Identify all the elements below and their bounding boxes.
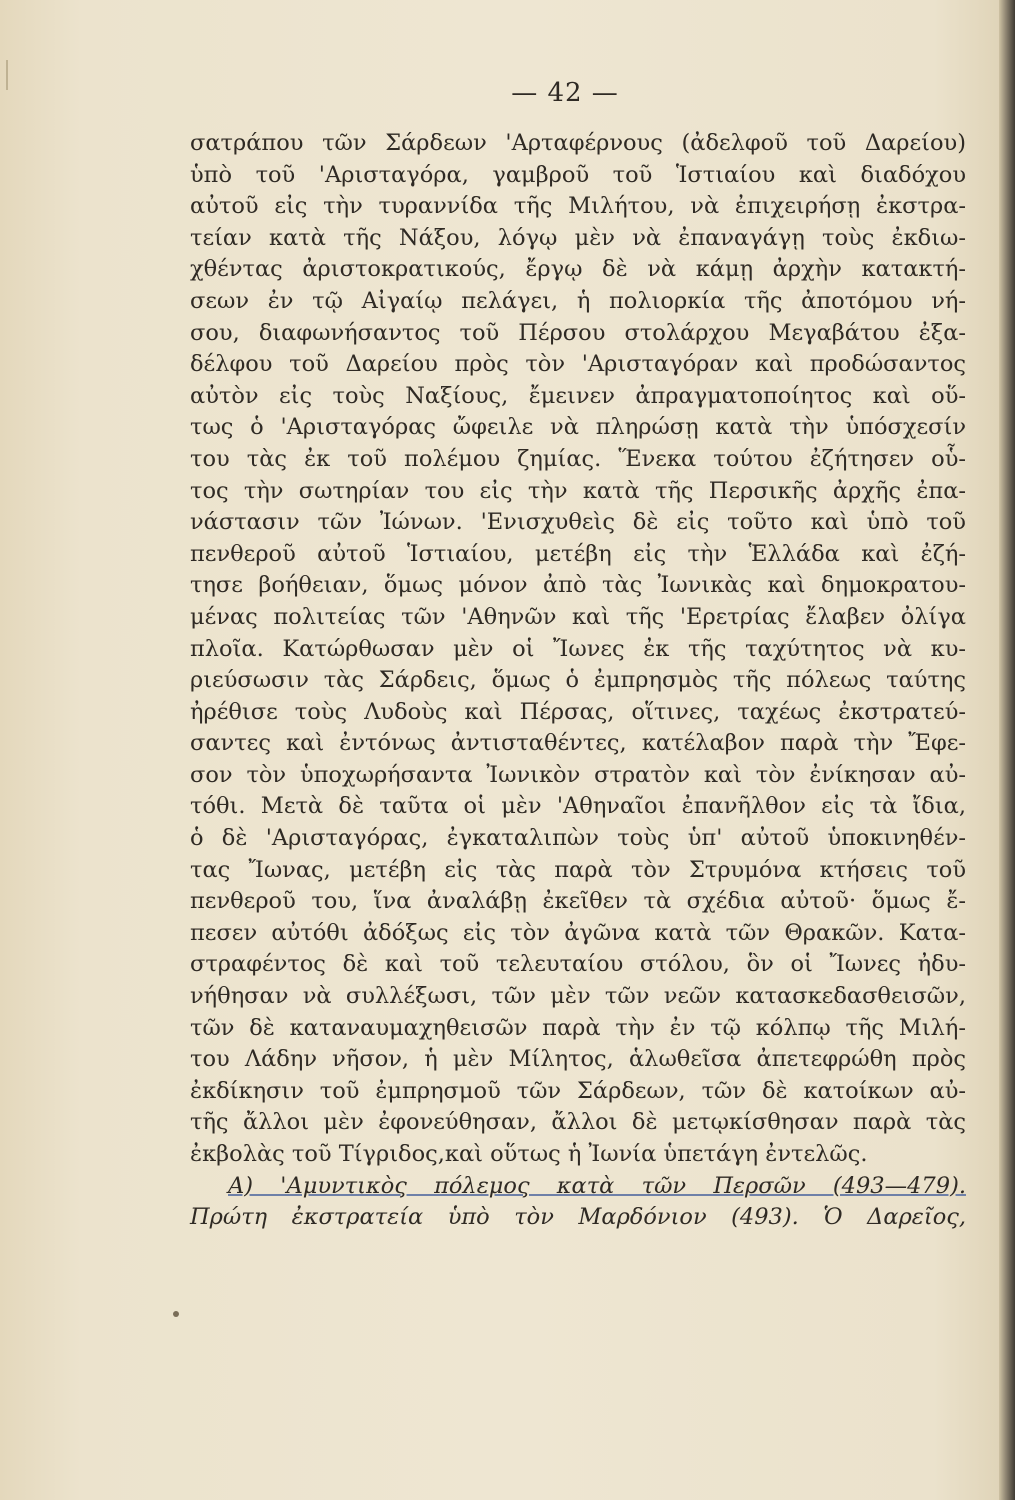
text-line: σεων ἐν τῷ Αἰγαίῳ πελάγει, ἡ πολιορκία τῆς ἀποτόμου νή- <box>190 287 966 314</box>
page-number: — 42 — <box>511 78 619 108</box>
margin-dot <box>173 1311 179 1317</box>
text-line: του Λάδην νῆσον, ἡ μὲν Μίλητος, ἁλωθεῖσα ἀπετεφρώθη πρὸς <box>190 1046 966 1073</box>
text-line: πλοῖα. Κατώρθωσαν μὲν οἱ Ἴωνες ἐκ τῆς ταχύτητος νὰ κυ- <box>190 635 966 662</box>
text-line: τόθι. Μετὰ δὲ ταῦτα οἱ μὲν 'Αθηναῖοι ἐπανῆλθον εἰς τὰ ἴδια, <box>190 793 966 820</box>
text-line: πεσεν αὐτόθι ἀδόξως εἰς τὸν ἀγῶνα κατὰ τῶν Θρακῶν. Κατα- <box>190 919 966 946</box>
text-line: σαντες καὶ ἐντόνως ἀντισταθέντες, κατέλαβον παρὰ τὴν Ἔφε- <box>190 730 966 757</box>
text-line: τησε βοήθειαν, ὅμως μόνον ἀπὸ τὰς Ἰωνικὰς καὶ δημοκρατου- <box>190 572 966 599</box>
section-heading: Α) 'Αμυντικὸς πόλεμος κατὰ τῶν Περσῶν (493—479). <box>228 1172 966 1199</box>
subsection-heading: Πρώτη ἐκστρατεία ὑπὸ τὸν Μαρδόνιον (493). Ὁ Δαρεῖος, <box>190 1204 966 1231</box>
text-line: ὁ δὲ 'Αρισταγόρας, ἐγκαταλιπὼν τοὺς ὑπ' αὐτοῦ ὑποκινηθέν- <box>190 825 966 852</box>
text-line: τείαν κατὰ τῆς Νάξου, λόγῳ μὲν νὰ ἐπαναγάγῃ τοὺς ἐκδιω- <box>190 224 966 251</box>
text-line: σατράπου τῶν Σάρδεων 'Αρταφέρνους (ἀδελφοῦ τοῦ Δαρείου) <box>190 130 966 156</box>
text-line: τως ὁ 'Αρισταγόρας ὤφειλε νὰ πληρώσῃ κατὰ τὴν ὑπόσχεσίν <box>190 414 966 441</box>
text-line: χθέντας ἀριστοκρατικούς, ἔργῳ δὲ νὰ κάμῃ ἀρχὴν κατακτή- <box>190 256 966 283</box>
body-text <box>190 128 966 1234</box>
text-line: δέλφου τοῦ Δαρείου πρὸς τὸν 'Αρισταγόραν καὶ προδώσαντος <box>190 351 966 378</box>
text-line: πενθεροῦ αὐτοῦ Ἱστιαίου, μετέβη εἰς τὴν Ἑλλάδα καὶ ἐζή- <box>190 540 966 567</box>
text-line: νάστασιν τῶν Ἰώνων. 'Ενισχυθεὶς δὲ εἰς τοῦτο καὶ ὑπὸ τοῦ <box>190 509 966 536</box>
text-line: στραφέντος δὲ καὶ τοῦ τελευταίου στόλου, ὃν οἱ Ἴωνες ἠδυ- <box>190 951 966 978</box>
text-line: τῆς ἄλλοι μὲν ἐφονεύθησαν, ἄλλοι δὲ μετῳκίσθησαν παρὰ τὰς <box>190 1109 966 1136</box>
text-line: πενθεροῦ του, ἵνα ἀναλάβῃ ἐκεῖθεν τὰ σχέδια αὐτοῦ· ὅμως ἔ- <box>190 888 966 915</box>
page-binding-edge <box>999 0 1015 1500</box>
text-line: τας Ἴωνας, μετέβη εἰς τὰς παρὰ τὸν Στρυμόνα κτήσεις τοῦ <box>190 856 966 883</box>
text-line: τος τὴν σωτηρίαν του εἰς τὴν κατὰ τῆς Περσικῆς ἀρχῆς ἐπα- <box>190 477 966 504</box>
text-line: ριεύσωσιν τὰς Σάρδεις, ὅμως ὁ ἐμπρησμὸς τῆς πόλεως ταύτης <box>190 667 966 694</box>
text-line: του τὰς ἐκ τοῦ πολέμου ζημίας. Ἕνεκα τούτου ἐζήτησεν οὗ- <box>190 445 966 472</box>
text-line: μένας πολιτείας τῶν 'Αθηνῶν καὶ τῆς 'Ερετρίας ἔλαβεν ὀλίγα <box>190 603 966 630</box>
text-line: σον τὸν ὑποχωρήσαντα Ἰωνικὸν στρατὸν καὶ τὸν ἐνίκησαν αὐ- <box>190 761 966 788</box>
text-line: ὑπὸ τοῦ 'Αρισταγόρα, γαμβροῦ τοῦ Ἱστιαίου καὶ διαδόχου <box>190 161 966 188</box>
text-line: ἐκδίκησιν τοῦ ἐμπρησμοῦ τῶν Σάρδεων, τῶν δὲ κατοίκων αὐ- <box>190 1077 966 1104</box>
text-line: ἐκβολὰς τοῦ Τίγριδος,καὶ οὕτως ἡ Ἰωνία ὑπετάγη ἐντελῶς. <box>190 1141 868 1167</box>
text-line: αὐτὸν εἰς τοὺς Ναξίους, ἔμεινεν ἀπραγματοποίητος καὶ οὕ- <box>190 382 966 409</box>
text-line: ἠρέθισε τοὺς Λυδοὺς καὶ Πέρσας, οἵτινες, ταχέως ἐκστρατεύ- <box>190 698 966 725</box>
text-line: σου, διαφωνήσαντος τοῦ Πέρσου στολάρχου Μεγαβάτου ἐξα- <box>190 319 966 346</box>
text-line: νήθησαν νὰ συλλέξωσι, τῶν μὲν τῶν νεῶν κατασκεδασθεισῶν, <box>190 983 966 1010</box>
text-line: τῶν δὲ καταναυμαχηθεισῶν παρὰ τὴν ἐν τῷ κόλπῳ τῆς Μιλή- <box>190 1014 966 1041</box>
text-line: αὐτοῦ εἰς τὴν τυραννίδα τῆς Μιλήτου, νὰ ἐπιχειρήσῃ ἐκστρα- <box>190 193 966 220</box>
left-margin-mark <box>6 60 8 90</box>
